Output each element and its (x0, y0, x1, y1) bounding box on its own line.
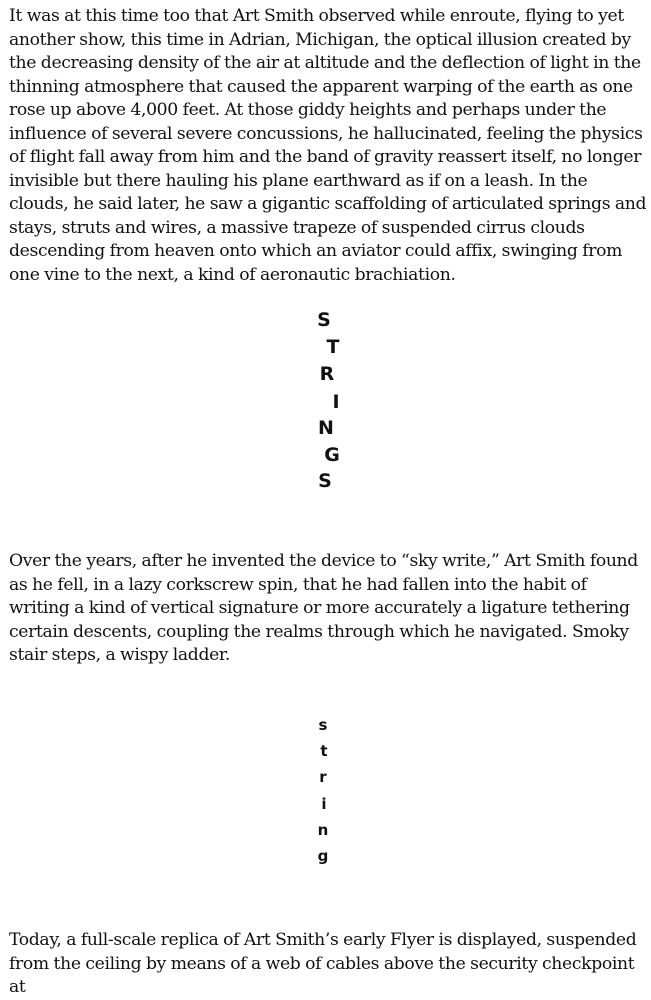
paragraph-art-smith-illusion: It was at this time too that Art Smith observed while enroute, flying to yet another show, this time in Adrian, Michigan, the optical illusion created by the decreasing density of the air at altitude and the deflection of light in the thinning atmosphere that caused the apparent warping of the earth as one rose up above 4,000 feet. At those giddy heights and perhaps under the influence of several severe concussions, he hallucinated, feeling the physics of flight fall away from him and the band of gravity reassert itself, no longer invisible but there hauling his plane earthward as if on a leash. In the clouds, he said later, he saw a gigantic scaffolding of articulated springs and stays, struts and wires, a massive trapeze of suspended cirrus clouds descending from heaven onto which an aviator could affix, swinging from one vine to the next, a kind of aeronautic brachiation. (9, 6, 647, 285)
vertical-letter: r (319, 768, 327, 786)
vertical-letter: S (317, 309, 331, 331)
paragraph-flyer-replica: Today, a full-scale replica of Art Smith’s early Flyer is displayed, suspended from the ceiling by means of a web of cables above the security checkpoint at (9, 930, 637, 997)
vertical-letter: T (326, 336, 340, 358)
vertical-letter: R (319, 363, 335, 385)
vertical-letter: i (321, 795, 327, 813)
vertical-letter: S (318, 470, 332, 492)
vertical-letter: n (317, 821, 329, 839)
vertical-letter: g (317, 847, 329, 865)
vertical-letter: I (332, 391, 340, 413)
vertical-letter: t (320, 742, 328, 760)
vertical-letter: s (318, 716, 328, 734)
paragraph-sky-write: Over the years, after he invented the device to “sky write,” Art Smith found as he fell, in a lazy corkscrew spin, that he had fallen into the habit of writing a kind of vertical signature or more accurately a ligature tethering certain descents, coupling the realms through which he navigated. Smoky stair steps, a wispy ladder. (9, 551, 638, 665)
vertical-letter: G (324, 444, 340, 466)
vertical-letter: N (318, 417, 334, 439)
